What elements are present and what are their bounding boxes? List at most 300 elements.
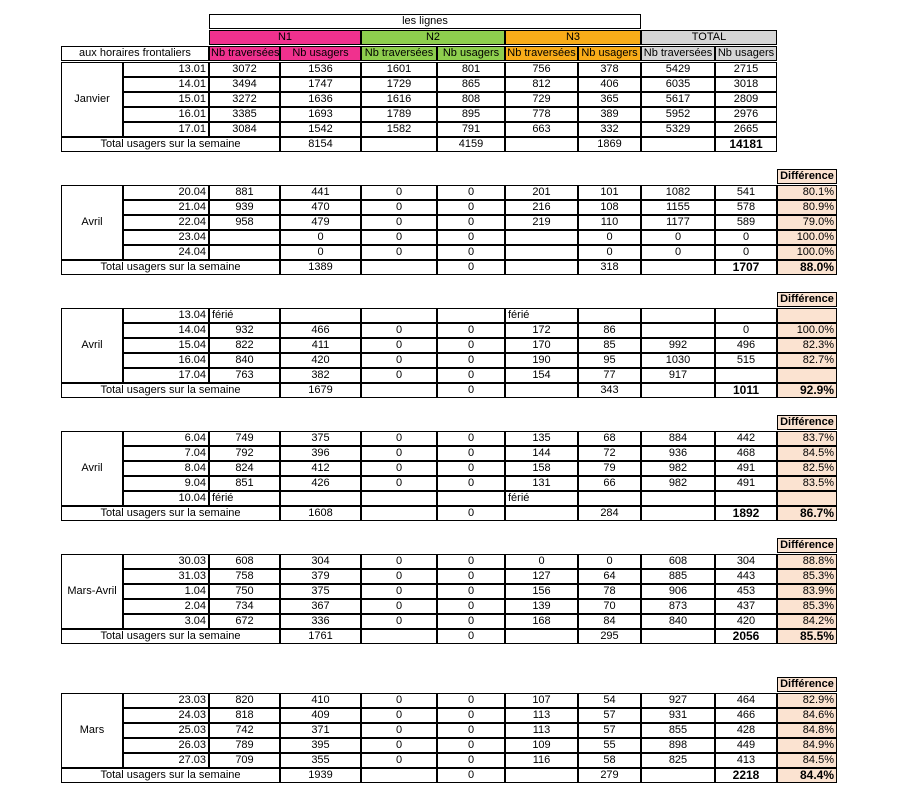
difference-cell (777, 491, 837, 506)
value-cell: 0 (437, 708, 505, 723)
total-cell: 1679 (280, 383, 361, 398)
sub-header-cell: Nb traversées (211, 47, 280, 59)
value-cell: 0 (437, 215, 505, 230)
value-cell: 0 (361, 323, 437, 338)
sub-header-cell: Nb usagers (578, 46, 641, 61)
holiday-cell: férié (209, 491, 280, 506)
value-cell: 378 (578, 62, 641, 77)
value-cell: 144 (505, 446, 578, 461)
date-cell: 22.04 (123, 215, 209, 230)
value-cell: 2976 (715, 107, 777, 122)
value-cell: 442 (715, 431, 777, 446)
value-cell: 135 (505, 431, 578, 446)
difference-header: Différence (777, 538, 837, 553)
value-cell: 5429 (641, 62, 715, 77)
value-cell: 78 (578, 584, 641, 599)
value-cell: 0 (437, 599, 505, 614)
value-cell: 3272 (209, 92, 280, 107)
value-cell: 939 (209, 200, 280, 215)
value-cell: 3084 (209, 122, 280, 137)
value-cell (715, 308, 777, 323)
value-cell: 825 (641, 753, 715, 768)
sub-header-cell: Nb traversées (505, 46, 578, 61)
total-cell: 8154 (280, 137, 361, 152)
value-cell: 491 (715, 461, 777, 476)
value-cell: 66 (578, 476, 641, 491)
total-cell: 1761 (280, 629, 361, 644)
difference-cell: 84.9% (777, 738, 837, 753)
total-spacer (641, 506, 715, 521)
value-cell: 824 (209, 461, 280, 476)
date-cell: 24.03 (123, 708, 209, 723)
value-cell: 742 (209, 723, 280, 738)
value-cell: 0 (437, 185, 505, 200)
difference-cell: 82.7% (777, 353, 837, 368)
value-cell: 0 (437, 230, 505, 245)
total-cell: 279 (578, 768, 641, 783)
value-cell: 64 (578, 569, 641, 584)
difference-cell: 82.9% (777, 693, 837, 708)
value-cell (715, 491, 777, 506)
value-cell: 917 (641, 368, 715, 383)
value-cell: 756 (505, 62, 578, 77)
value-cell (280, 308, 361, 323)
value-cell: 109 (505, 738, 578, 753)
value-cell: 470 (280, 200, 361, 215)
difference-cell: 100.0% (777, 245, 837, 260)
value-cell: 0 (437, 476, 505, 491)
date-cell: 13.01 (123, 62, 209, 77)
value-cell: 367 (280, 599, 361, 614)
value-cell: 2715 (715, 62, 777, 77)
total-spacer (361, 629, 437, 644)
value-cell: 491 (715, 476, 777, 491)
difference-header: Différence (777, 677, 837, 692)
date-cell: 31.03 (123, 569, 209, 584)
value-cell: 379 (280, 569, 361, 584)
total-spacer (641, 383, 715, 398)
value-cell: 116 (505, 753, 578, 768)
value-cell: 420 (715, 614, 777, 629)
value-cell: 0 (361, 554, 437, 569)
total-label: Total usagers sur la semaine (61, 383, 280, 398)
difference-header: Différence (777, 169, 837, 184)
value-cell: 170 (505, 338, 578, 353)
difference-cell: 85.3% (777, 599, 837, 614)
value-cell: 958 (209, 215, 280, 230)
value-cell: 168 (505, 614, 578, 629)
value-cell: 881 (209, 185, 280, 200)
holiday-cell: férié (505, 308, 578, 323)
difference-cell: 82.5% (777, 461, 837, 476)
value-cell: 734 (209, 599, 280, 614)
value-cell: 927 (641, 693, 715, 708)
group-n2: N2 (361, 30, 505, 45)
value-cell: 464 (715, 693, 777, 708)
value-cell: 578 (715, 200, 777, 215)
value-cell: 1693 (280, 107, 361, 122)
total-label: Total usagers sur la semaine (61, 137, 280, 152)
total-spacer (505, 260, 578, 275)
value-cell: 154 (505, 368, 578, 383)
total-spacer (641, 260, 715, 275)
value-cell: 3494 (209, 77, 280, 92)
value-cell: 792 (209, 446, 280, 461)
sub-header-cell: Nb traversées (641, 46, 715, 61)
date-cell: 16.01 (123, 107, 209, 122)
difference-cell: 100.0% (777, 323, 837, 338)
value-cell: 57 (578, 723, 641, 738)
value-cell: 336 (280, 614, 361, 629)
value-cell: 0 (361, 753, 437, 768)
value-cell: 86 (578, 323, 641, 338)
difference-header: Différence (777, 415, 837, 430)
value-cell: 0 (361, 338, 437, 353)
value-cell: 79 (578, 461, 641, 476)
value-cell: 108 (578, 200, 641, 215)
value-cell: 0 (578, 554, 641, 569)
value-cell: 818 (209, 708, 280, 723)
total-spacer (361, 768, 437, 783)
value-cell: 0 (361, 693, 437, 708)
value-cell: 0 (505, 554, 578, 569)
value-cell: 758 (209, 569, 280, 584)
value-cell: 608 (641, 554, 715, 569)
value-cell: 437 (715, 599, 777, 614)
total-label: Total usagers sur la semaine (61, 506, 280, 521)
sub-header-cell: Nb usagers (280, 46, 361, 61)
value-cell: 101 (578, 185, 641, 200)
date-cell: 9.04 (123, 476, 209, 491)
value-cell: 413 (715, 753, 777, 768)
value-cell: 412 (280, 461, 361, 476)
value-cell: 0 (437, 368, 505, 383)
value-cell: 672 (209, 614, 280, 629)
value-cell (361, 491, 437, 506)
value-cell: 496 (715, 338, 777, 353)
value-cell: 608 (209, 554, 280, 569)
value-cell: 5329 (641, 122, 715, 137)
group-n1: N1 (209, 30, 361, 45)
grand-total-cell: 1892 (715, 506, 777, 521)
value-cell: 865 (437, 77, 505, 92)
month-label: Mars-Avril (61, 554, 123, 629)
sub-header-cell: Nb usagers (715, 46, 777, 61)
value-cell: 1729 (361, 77, 437, 92)
value-cell: 201 (505, 185, 578, 200)
date-cell: 14.01 (123, 77, 209, 92)
date-cell: 17.04 (123, 368, 209, 383)
value-cell: 468 (715, 446, 777, 461)
total-spacer (361, 137, 437, 152)
value-cell: 113 (505, 708, 578, 723)
value-cell: 709 (209, 753, 280, 768)
difference-cell: 80.1% (777, 185, 837, 200)
total-spacer (505, 768, 578, 783)
value-cell: 156 (505, 584, 578, 599)
holiday-cell: férié (505, 491, 578, 506)
month-label: Janvier (61, 62, 123, 137)
total-spacer (361, 506, 437, 521)
total-cell: 0 (437, 506, 505, 521)
value-cell (641, 308, 715, 323)
value-cell: 466 (280, 323, 361, 338)
value-cell: 0 (437, 323, 505, 338)
difference-cell: 84.8% (777, 723, 837, 738)
value-cell: 884 (641, 431, 715, 446)
value-cell: 0 (361, 431, 437, 446)
value-cell: 110 (578, 215, 641, 230)
value-cell: 3018 (715, 77, 777, 92)
value-cell: 0 (437, 614, 505, 629)
value-cell: 778 (505, 107, 578, 122)
total-cell: 0 (437, 629, 505, 644)
total-cell: 343 (578, 383, 641, 398)
value-cell: 371 (280, 723, 361, 738)
value-cell: 931 (641, 708, 715, 723)
value-cell: 0 (437, 753, 505, 768)
value-cell: 840 (641, 614, 715, 629)
date-cell: 24.04 (123, 245, 209, 260)
month-label: Avril (61, 185, 123, 260)
value-cell (209, 230, 280, 245)
month-label: Mars (61, 693, 123, 768)
date-cell: 23.03 (123, 693, 209, 708)
value-cell: 0 (578, 245, 641, 260)
value-cell (505, 245, 578, 260)
value-cell: 0 (361, 584, 437, 599)
value-cell (505, 230, 578, 245)
date-cell: 7.04 (123, 446, 209, 461)
total-difference-cell: 85.5% (777, 629, 837, 644)
value-cell: 77 (578, 368, 641, 383)
value-cell: 1636 (280, 92, 361, 107)
value-cell: 1616 (361, 92, 437, 107)
difference-cell: 84.2% (777, 614, 837, 629)
value-cell: 812 (505, 77, 578, 92)
value-cell: 0 (361, 708, 437, 723)
value-cell: 663 (505, 122, 578, 137)
value-cell: 0 (437, 569, 505, 584)
value-cell: 895 (437, 107, 505, 122)
value-cell: 0 (437, 431, 505, 446)
value-cell: 1082 (641, 185, 715, 200)
value-cell (578, 491, 641, 506)
value-cell: 5952 (641, 107, 715, 122)
value-cell: 1789 (361, 107, 437, 122)
value-cell (280, 491, 361, 506)
value-cell: 216 (505, 200, 578, 215)
value-cell: 0 (361, 185, 437, 200)
value-cell: 0 (280, 230, 361, 245)
date-cell: 27.03 (123, 753, 209, 768)
date-cell: 10.04 (123, 491, 209, 506)
value-cell: 479 (280, 215, 361, 230)
sub-header-cell: Nb traversées (361, 46, 437, 61)
value-cell: 304 (280, 554, 361, 569)
value-cell (209, 245, 280, 260)
value-cell: 885 (641, 569, 715, 584)
total-cell: 1608 (280, 506, 361, 521)
value-cell: 936 (641, 446, 715, 461)
value-cell: 808 (437, 92, 505, 107)
total-cell: 295 (578, 629, 641, 644)
total-spacer (505, 506, 578, 521)
difference-cell (777, 368, 837, 383)
sub-header-cell: Nb usagers (437, 46, 505, 61)
value-cell: 190 (505, 353, 578, 368)
value-cell: 58 (578, 753, 641, 768)
total-spacer (505, 629, 578, 644)
value-cell: 1177 (641, 215, 715, 230)
value-cell: 139 (505, 599, 578, 614)
total-spacer (641, 629, 715, 644)
value-cell: 898 (641, 738, 715, 753)
value-cell: 5617 (641, 92, 715, 107)
value-cell: 855 (641, 723, 715, 738)
value-cell: 406 (578, 77, 641, 92)
value-cell: 54 (578, 693, 641, 708)
value-cell: 304 (715, 554, 777, 569)
value-cell (578, 308, 641, 323)
value-cell: 0 (361, 230, 437, 245)
value-cell: 0 (437, 723, 505, 738)
total-cell: 1389 (280, 260, 361, 275)
date-cell: 25.03 (123, 723, 209, 738)
value-cell: 395 (280, 738, 361, 753)
value-cell: 131 (505, 476, 578, 491)
row-label-header: aux horaires frontaliers (61, 46, 209, 61)
total-difference-cell: 84.4% (777, 768, 837, 783)
value-cell: 0 (361, 215, 437, 230)
value-cell: 0 (437, 693, 505, 708)
total-cell: 1939 (280, 768, 361, 783)
value-cell: 1536 (280, 62, 361, 77)
date-cell: 2.04 (123, 599, 209, 614)
value-cell: 0 (437, 245, 505, 260)
total-spacer (505, 137, 578, 152)
value-cell: 375 (280, 431, 361, 446)
value-cell: 1030 (641, 353, 715, 368)
value-cell: 466 (715, 708, 777, 723)
value-cell: 55 (578, 738, 641, 753)
value-cell: 375 (280, 584, 361, 599)
date-cell: 21.04 (123, 200, 209, 215)
month-label: Avril (61, 308, 123, 383)
difference-cell (777, 308, 837, 323)
total-cell: 0 (437, 768, 505, 783)
value-cell: 84 (578, 614, 641, 629)
total-cell: 1869 (578, 137, 641, 152)
value-cell: 72 (578, 446, 641, 461)
difference-header: Différence (777, 292, 837, 307)
value-cell: 541 (715, 185, 777, 200)
total-spacer (361, 383, 437, 398)
difference-cell: 80.9% (777, 200, 837, 215)
value-cell: 389 (578, 107, 641, 122)
value-cell (437, 491, 505, 506)
value-cell: 0 (361, 353, 437, 368)
value-cell: 820 (209, 693, 280, 708)
total-spacer (505, 383, 578, 398)
value-cell: 158 (505, 461, 578, 476)
total-label: Total usagers sur la semaine (61, 768, 280, 783)
value-cell: 0 (280, 245, 361, 260)
total-spacer (641, 137, 715, 152)
total-cell: 318 (578, 260, 641, 275)
value-cell: 1155 (641, 200, 715, 215)
difference-cell: 82.3% (777, 338, 837, 353)
date-cell: 23.04 (123, 230, 209, 245)
value-cell: 85 (578, 338, 641, 353)
value-cell: 172 (505, 323, 578, 338)
date-cell: 3.04 (123, 614, 209, 629)
value-cell: 95 (578, 353, 641, 368)
value-cell: 0 (437, 200, 505, 215)
value-cell: 443 (715, 569, 777, 584)
value-cell: 453 (715, 584, 777, 599)
value-cell: 851 (209, 476, 280, 491)
value-cell: 0 (361, 569, 437, 584)
value-cell: 791 (437, 122, 505, 137)
value-cell: 1542 (280, 122, 361, 137)
value-cell: 801 (437, 62, 505, 77)
value-cell: 428 (715, 723, 777, 738)
difference-cell: 88.8% (777, 554, 837, 569)
grand-total-cell: 14181 (715, 137, 777, 152)
date-cell: 8.04 (123, 461, 209, 476)
value-cell: 441 (280, 185, 361, 200)
holiday-cell: férié (209, 308, 280, 323)
value-cell: 873 (641, 599, 715, 614)
value-cell: 749 (209, 431, 280, 446)
value-cell: 729 (505, 92, 578, 107)
value-cell: 2809 (715, 92, 777, 107)
value-cell: 0 (437, 338, 505, 353)
value-cell: 127 (505, 569, 578, 584)
value-cell: 3385 (209, 107, 280, 122)
value-cell: 0 (361, 723, 437, 738)
group-n3: N3 (505, 30, 641, 45)
value-cell: 840 (209, 353, 280, 368)
value-cell: 332 (578, 122, 641, 137)
date-cell: 14.04 (123, 323, 209, 338)
grand-total-cell: 2056 (715, 629, 777, 644)
total-label: Total usagers sur la semaine (61, 629, 280, 644)
value-cell: 0 (437, 738, 505, 753)
value-cell: 1747 (280, 77, 361, 92)
value-cell: 68 (578, 431, 641, 446)
value-cell: 107 (505, 693, 578, 708)
total-difference-cell: 88.0% (777, 260, 837, 275)
value-cell: 6035 (641, 77, 715, 92)
value-cell: 410 (280, 693, 361, 708)
difference-cell: 84.5% (777, 446, 837, 461)
total-spacer (641, 768, 715, 783)
value-cell: 411 (280, 338, 361, 353)
value-cell: 906 (641, 584, 715, 599)
total-label: Total usagers sur la semaine (61, 260, 280, 275)
date-cell: 15.04 (123, 338, 209, 353)
difference-cell: 84.6% (777, 708, 837, 723)
date-cell: 6.04 (123, 431, 209, 446)
value-cell: 750 (209, 584, 280, 599)
date-cell: 16.04 (123, 353, 209, 368)
value-cell: 0 (361, 614, 437, 629)
total-spacer (361, 260, 437, 275)
value-cell: 0 (361, 200, 437, 215)
value-cell: 763 (209, 368, 280, 383)
